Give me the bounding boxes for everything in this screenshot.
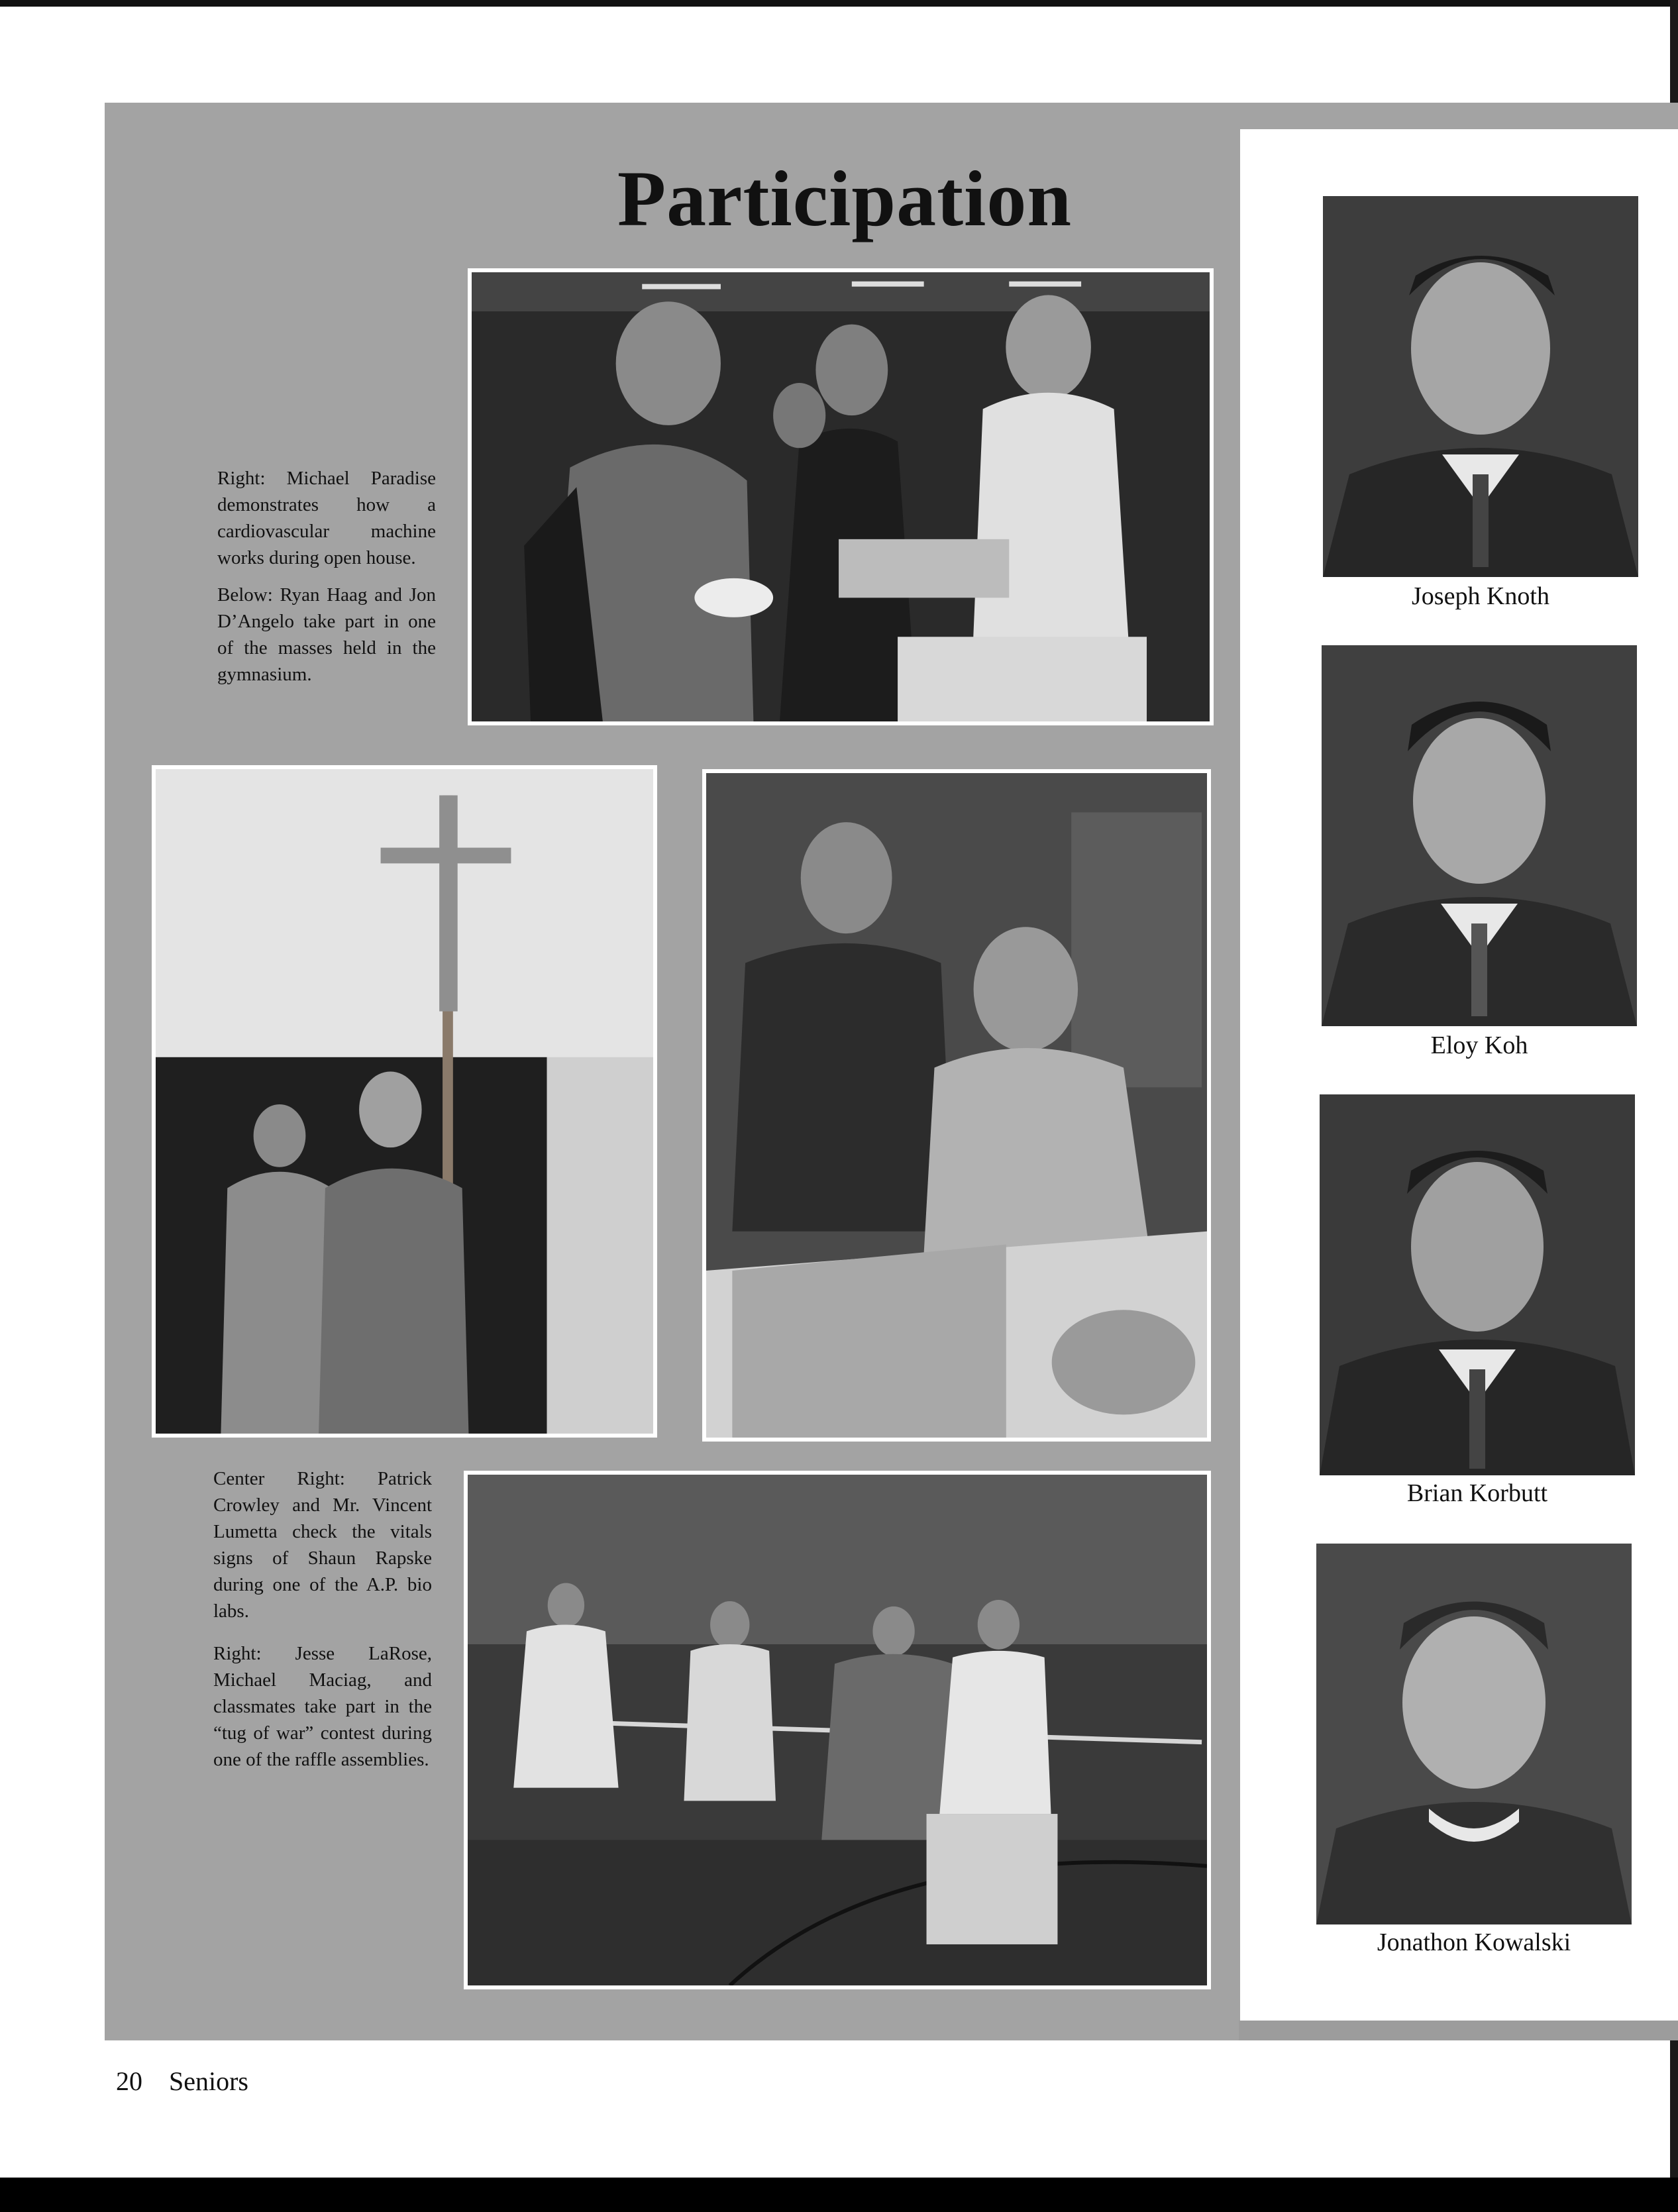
portrait-senior-3: [1320, 1094, 1635, 1475]
senior-name-2: Eloy Koh: [1430, 1031, 1528, 1059]
photo-tug-of-war: [464, 1471, 1211, 1989]
photo-ap-bio-vitals: [702, 769, 1211, 1442]
caption-bottom-left: [213, 1465, 432, 1783]
caption-ap-bio: Center Right: Patrick Crowley and Mr. Vincent Lumetta check the vitals signs of Shaun Rapske during one of the A.P. bio labs.: [213, 1468, 432, 1622]
scan-edge-bottom: [0, 2178, 1678, 2212]
senior-name-1: Joseph Knoth: [1412, 582, 1549, 610]
portrait-senior-2: [1322, 645, 1637, 1026]
portrait-senior-1: [1323, 196, 1638, 577]
gray-bottom-strip: [1239, 2021, 1678, 2040]
caption-open-house: Right: Michael Paradise demonstrates how a cardiovascular machine works during open house.: [217, 468, 436, 568]
caption-top-left: [217, 465, 436, 698]
page-footer: [116, 2066, 275, 2097]
page-number: 20: [116, 2066, 142, 2096]
page-title: Participation: [617, 154, 1073, 242]
photo-open-house-demo: [468, 268, 1214, 725]
section-name: Seniors: [169, 2066, 248, 2096]
photo-mass-crucifix: [152, 765, 657, 1438]
portrait-senior-4: [1316, 1544, 1632, 1924]
caption-tug-of-war: Right: Jesse LaRose, Michael Maciag, and classmates take part in the “tug of war” contest during one of the raffle assemblies.: [213, 1643, 432, 1770]
caption-mass: Below: Ryan Haag and Jon D’Angelo take part in one of the masses held in the gymnasium.: [217, 584, 436, 685]
scan-edge-top: [0, 0, 1678, 7]
senior-name-4: Jonathon Kowalski: [1377, 1928, 1571, 1956]
senior-name-3: Brian Korbutt: [1406, 1479, 1548, 1507]
